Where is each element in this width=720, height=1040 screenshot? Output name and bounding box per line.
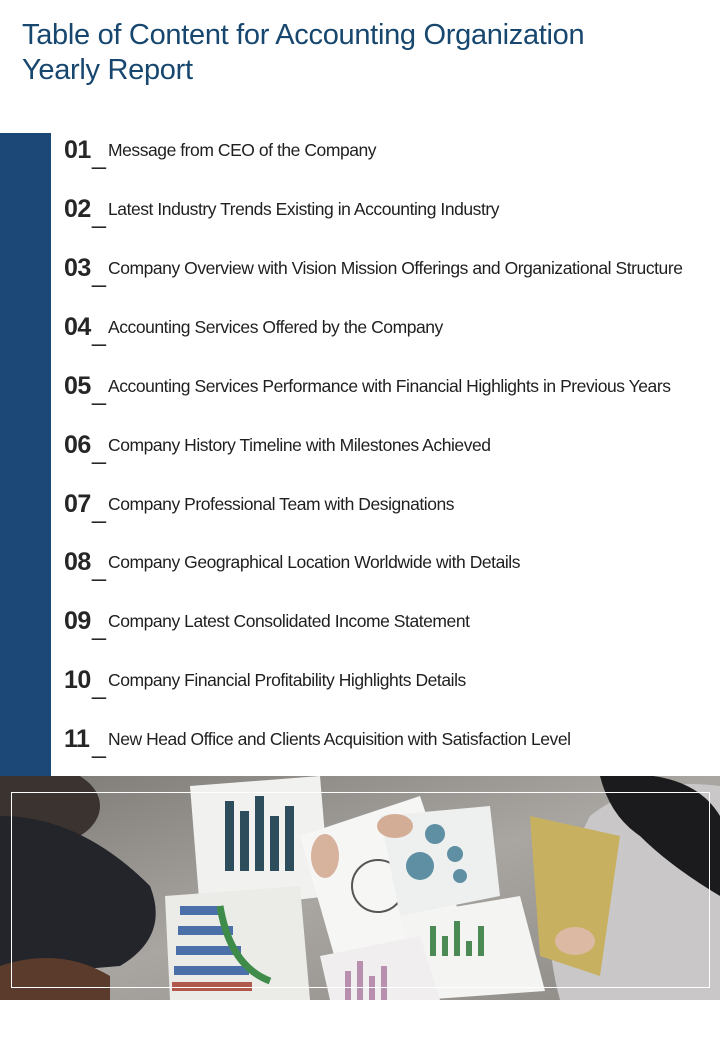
toc-number: 11 (64, 724, 90, 753)
accent-side-bar (0, 133, 51, 777)
toc-separator: _ (92, 318, 106, 347)
toc-separator: _ (92, 377, 106, 406)
photo-illustration (0, 776, 720, 1000)
toc-item-05[interactable] (64, 366, 714, 406)
toc-separator: _ (92, 553, 106, 582)
toc-text: Accounting Services Performance with Financial Highlights in Previous Years (108, 375, 671, 396)
toc-separator: _ (92, 730, 106, 759)
toc-item-11[interactable] (64, 719, 714, 759)
page-title-line-2: Yearly Report (22, 54, 193, 86)
toc-number: 05 (64, 371, 91, 400)
toc-separator: _ (92, 200, 106, 229)
toc-text: Company History Timeline with Milestones Achieved (108, 434, 491, 455)
toc-item-07[interactable] (64, 484, 714, 524)
toc-item-10[interactable] (64, 660, 714, 700)
toc-text: Latest Industry Trends Existing in Accounting Industry (108, 198, 500, 219)
toc-item-09[interactable] (64, 601, 714, 641)
toc-text: Company Geographical Location Worldwide with Details (108, 551, 521, 572)
toc-number: 07 (64, 489, 91, 518)
toc-text: Company Overview with Vision Mission Offerings and Organizational Structure (108, 257, 683, 278)
team-meeting-photo (0, 776, 720, 1000)
toc-separator: _ (92, 495, 106, 524)
toc-text: Company Latest Consolidated Income Statement (108, 610, 470, 631)
page-title-line-1: Table of Content for Accounting Organization (22, 19, 585, 51)
toc-item-03[interactable] (64, 248, 714, 288)
toc-text: Accounting Services Offered by the Company (108, 316, 443, 337)
toc-item-04[interactable] (64, 307, 714, 347)
toc-number: 08 (64, 547, 91, 576)
toc-item-06[interactable] (64, 425, 714, 465)
page-title (22, 18, 682, 88)
toc-item-02[interactable] (64, 189, 714, 229)
toc-text: Message from CEO of the Company (108, 139, 377, 160)
toc-text: Company Financial Profitability Highlights Details (108, 669, 466, 690)
toc-separator: _ (92, 141, 106, 170)
toc-number: 06 (64, 430, 91, 459)
toc-separator: _ (92, 259, 106, 288)
toc-number: 04 (64, 312, 91, 341)
toc-item-01[interactable] (64, 130, 714, 170)
toc-item-08[interactable] (64, 542, 714, 582)
toc-number: 02 (64, 194, 91, 223)
toc-separator: _ (92, 436, 106, 465)
toc-number: 03 (64, 253, 91, 282)
toc-text: Company Professional Team with Designations (108, 493, 455, 514)
toc-number: 09 (64, 606, 91, 635)
toc-separator: _ (92, 671, 106, 700)
toc-number: 10 (64, 665, 91, 694)
toc-separator: _ (92, 612, 106, 641)
toc-number: 01 (64, 135, 91, 164)
toc-text: New Head Office and Clients Acquisition with Satisfaction Level (108, 728, 571, 749)
